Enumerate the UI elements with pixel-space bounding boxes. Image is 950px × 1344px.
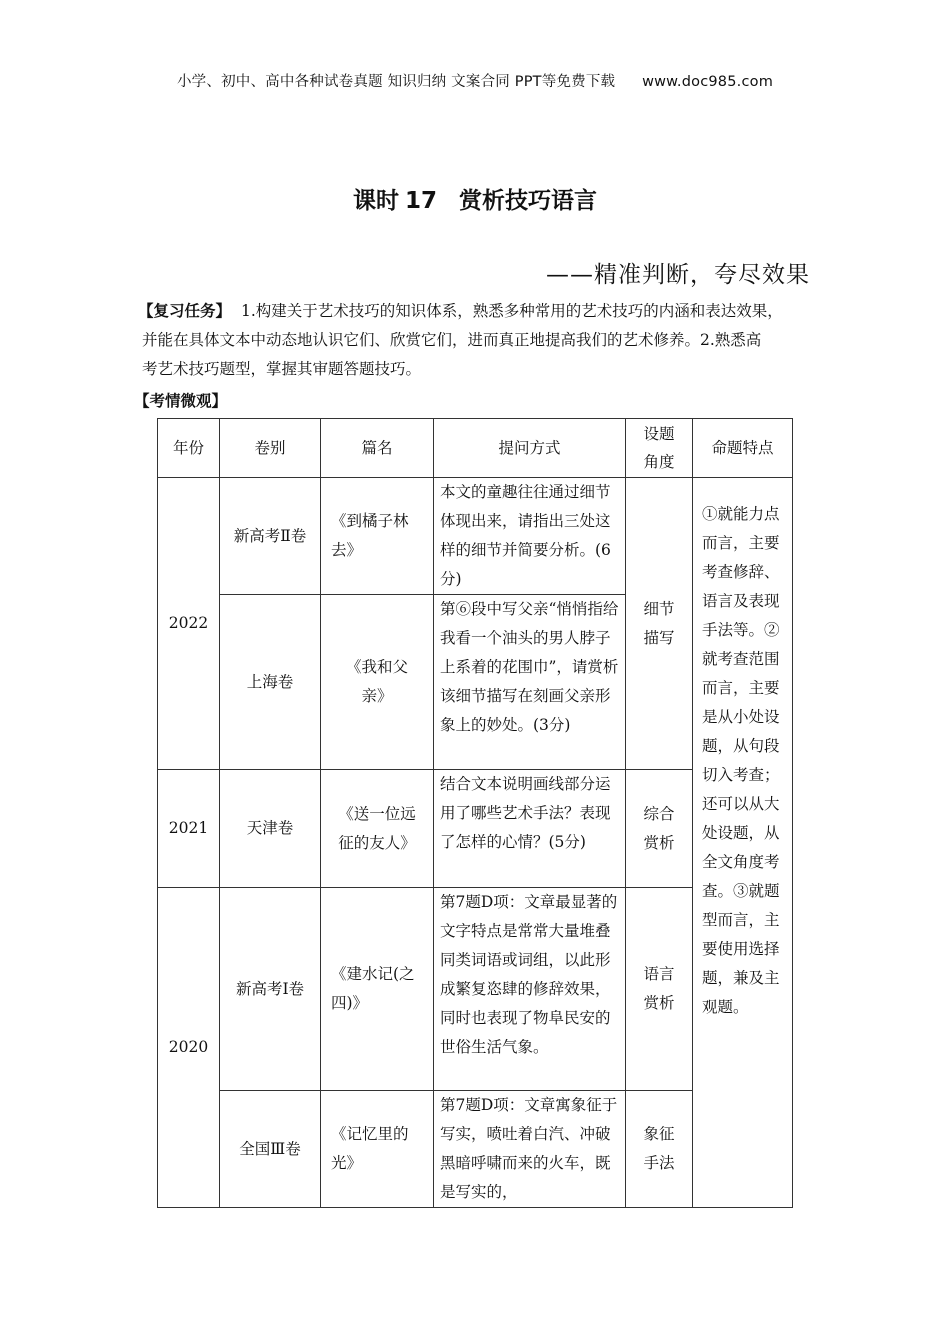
review-task xyxy=(138,296,818,384)
header-angle: 设题角度 xyxy=(626,419,693,478)
paper-cell: 新高考Ⅱ卷 xyxy=(220,478,321,595)
year-cell: 2020 xyxy=(158,888,220,1208)
question-cell: 本文的童趣往往通过细节体现出来，请指出三处这样的细节并简要分析。(6分) xyxy=(434,478,626,595)
question-cell: 第7题D项：文章最显著的文字特点是常常大量堆叠同类词语或词组，以此形成繁复恣肆的修辞效果，同时也表现了物阜民安的世俗生活气象。 xyxy=(434,888,626,1091)
task-line3: 考艺术技巧题型，掌握其审题答题技巧。 xyxy=(142,360,422,378)
task-line1: 1.构建关于艺术技巧的知识体系，熟悉多种常用的艺术技巧的内涵和表达效果， xyxy=(241,302,783,320)
title-name: 赏析技巧语言 xyxy=(459,188,597,214)
feature-text: ①就能力点而言，主要考查修辞、语言及表现手法等。②就考查范围而言，主要是从小处设题，从句段切入考查；还可以从大处设题，从全文角度考查。③就题型而言，主要使用选择题，兼及主观题。 xyxy=(702,505,780,1016)
task-label: 【复习任务】 xyxy=(138,301,232,320)
angle-cell: 语言赏析 xyxy=(626,888,693,1091)
title-num: 17 xyxy=(404,188,437,214)
header-title: 篇名 xyxy=(321,419,434,478)
year-cell: 2021 xyxy=(158,770,220,888)
question-cell: 第⑥段中写父亲“悄悄指给我看一个油头的男人脖子上系着的花围巾”，请赏析该细节描写在刻画父亲形象上的妙处。(3分) xyxy=(434,595,626,770)
feature-cell xyxy=(693,478,793,1208)
angle-cell: 象征手法 xyxy=(626,1091,693,1208)
exam-table xyxy=(157,418,793,1208)
title-prefix: 课时 xyxy=(352,188,399,214)
year-cell: 2022 xyxy=(158,478,220,770)
page-subtitle: ——精准判断，夸尽效果 xyxy=(546,262,810,288)
table-header-row xyxy=(158,419,793,478)
paper-cell: 新高考Ⅰ卷 xyxy=(220,888,321,1091)
page-title xyxy=(0,182,950,215)
title-cell: 《我和父亲》 xyxy=(321,595,434,770)
title-cell: 《送一位远征的友人》 xyxy=(321,770,434,888)
paper-cell: 全国Ⅲ卷 xyxy=(220,1091,321,1208)
header-year: 年份 xyxy=(158,419,220,478)
question-cell: 第7题D项：文章寓象征于写实，喷吐着白汽、冲破黑暗呼啸而来的火车，既是写实的， xyxy=(434,1091,626,1208)
title-cell: 《到橘子林去》 xyxy=(321,478,434,595)
header-text: 小学、初中、高中各种试卷真题 知识归纳 文案合同 PPT等免费下载 xyxy=(176,74,616,90)
task-line2: 并能在具体文本中动态地认识它们、欣赏它们，进而真正地提高我们的艺术修养。2.熟悉高 xyxy=(142,331,762,349)
header-site[interactable]: www.doc985.com xyxy=(642,74,774,90)
title-cell: 《建水记(之四)》 xyxy=(321,888,434,1091)
table-row xyxy=(158,478,793,595)
header-paper: 卷别 xyxy=(220,419,321,478)
angle-cell: 细节描写 xyxy=(626,478,693,770)
paper-cell: 上海卷 xyxy=(220,595,321,770)
paper-cell: 天津卷 xyxy=(220,770,321,888)
angle-cell: 综合赏析 xyxy=(626,770,693,888)
question-cell: 结合文本说明画线部分运用了哪些艺术手法？表现了怎样的心情？(5分) xyxy=(434,770,626,888)
header-feature: 命题特点 xyxy=(693,419,793,478)
header-question: 提问方式 xyxy=(434,419,626,478)
section-label: 【考情微观】 xyxy=(134,391,228,410)
title-cell: 《记忆里的光》 xyxy=(321,1091,434,1208)
page-header xyxy=(0,70,950,91)
